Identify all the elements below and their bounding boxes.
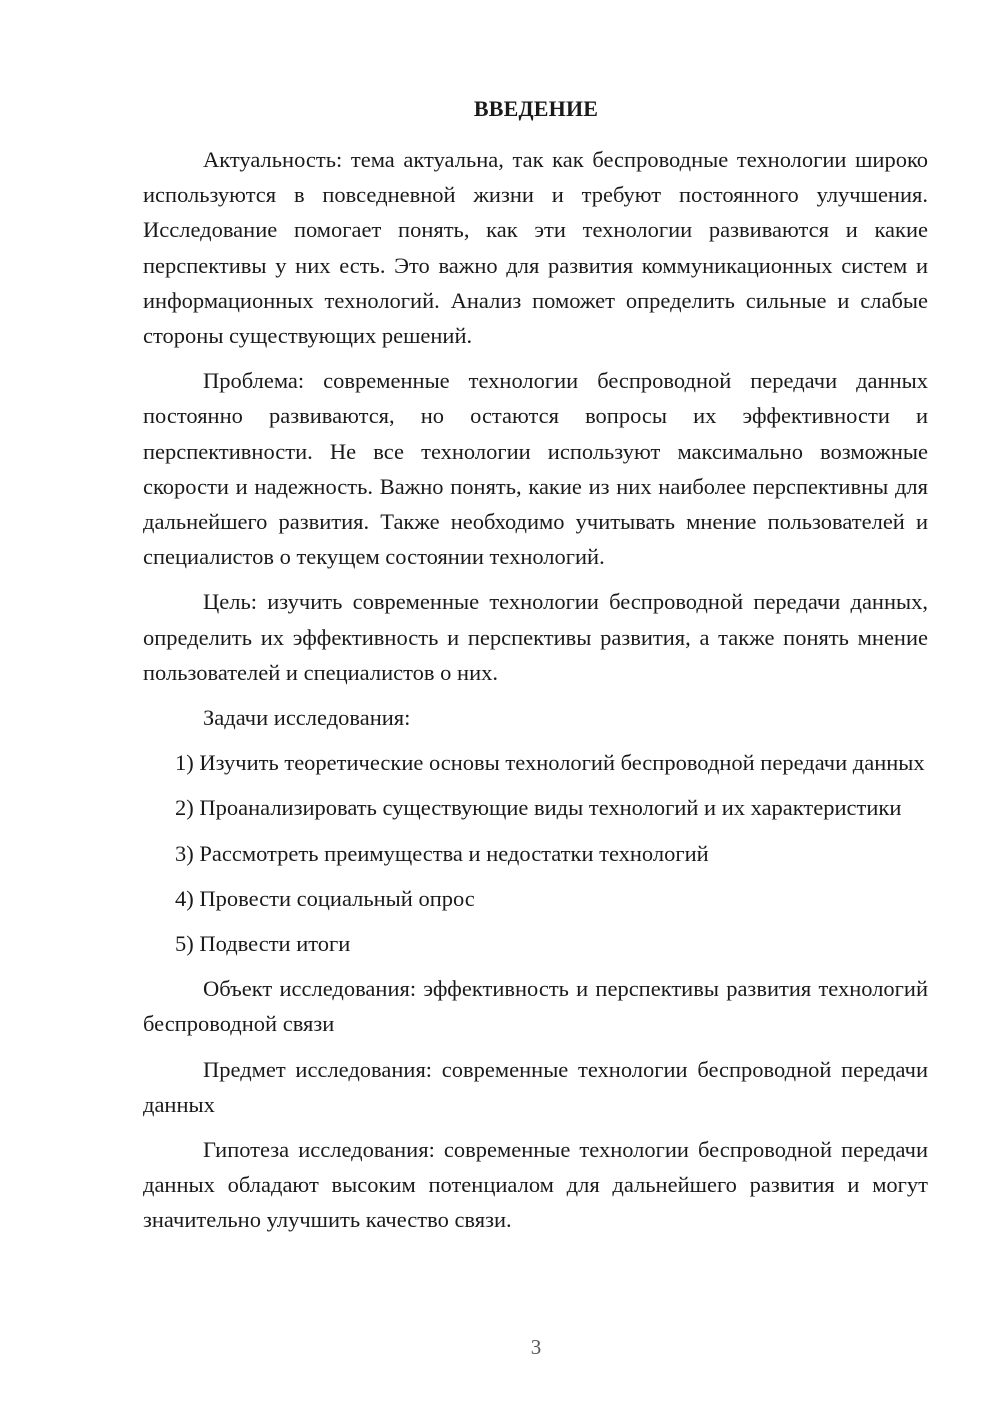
page-number: 3 [530,1335,542,1359]
task-item-4: 4) Провести социальный опрос [175,885,475,911]
paragraph-hypothesis: Гипотеза исследования: современные технологии беспроводной передачи данных обладают высоким потенциалом для дальнейшего развития и могут значительно улучшить качество связи. [143,1137,928,1233]
document-body [143,142,928,1248]
paragraph-problem: Проблема: современные технологии беспроводной передачи данных постоянно развиваются, но остаются вопросы их эффективности и перспективности. Не все технологии используют максимально возможные скорости и надежность. Важно понять, какие из них наиболее перспективны для дальнейшего развития. Также необходимо учитывать мнение пользователей и специалистов о текущем состоянии технологий. [143,368,928,570]
paragraph-goal: Цель: изучить современные технологии беспроводной передачи данных, определить их эффективность и перспективы развития, а также понять мнение пользователей и специалистов о них. [143,589,928,685]
tasks-heading: Задачи исследования: [203,705,411,731]
paragraph-subject: Предмет исследования: современные технологии беспроводной передачи данных [143,1056,928,1117]
task-item-2: 2) Проанализировать существующие виды технологий и их характеристики [175,795,902,821]
paragraph-relevance: Актуальность: тема актуальна, так как беспроводные технологии широко используются в повседневной жизни и требуют постоянного улучшения. Исследование помогает понять, как эти технологии развиваются и какие перспективы у них есть. Это важно для развития коммуникационных систем и информационных технологий. Анализ поможет определить сильные и слабые стороны существующих решений. [143,147,928,349]
task-item-1: 1) Изучить теоретические основы технологий беспроводной передачи данных [175,750,925,776]
task-item-3: 3) Рассмотреть преимущества и недостатки технологий [175,840,709,866]
paragraph-object: Объект исследования: эффективность и перспективы развития технологий беспроводной связи [143,976,928,1037]
task-item-5: 5) Подвести итоги [175,931,351,957]
page-title: ВВЕДЕНИЕ [473,96,599,121]
